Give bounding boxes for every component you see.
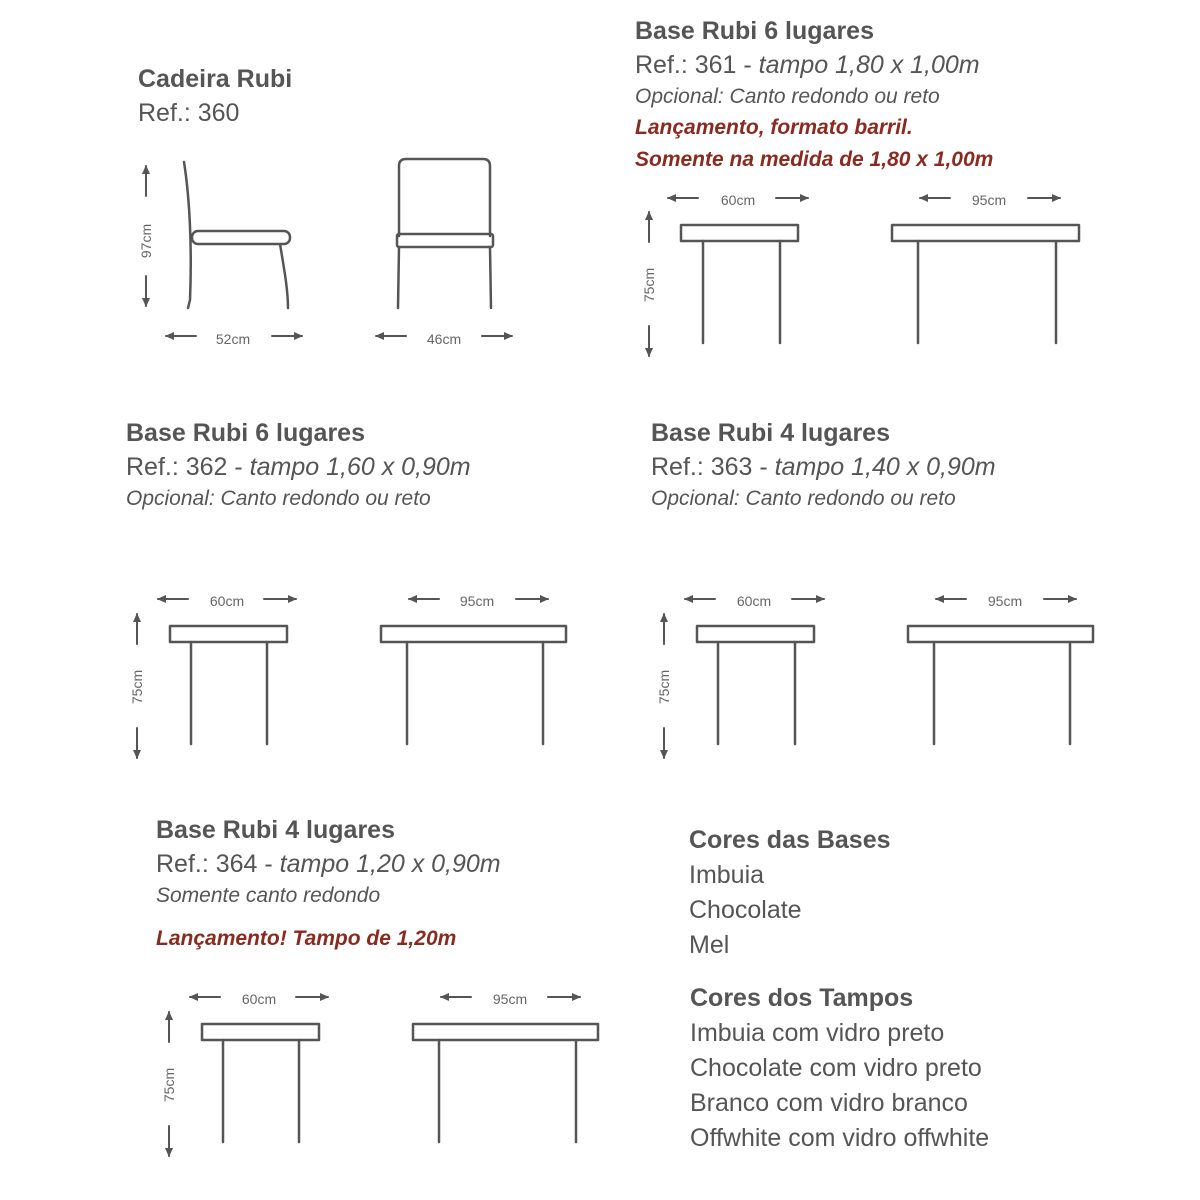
table-361-launch-1: Lançamento, formato barril.: [635, 116, 913, 139]
table-364-depth-label: 60cm: [241, 991, 277, 1007]
table-362-height-label: 75cm: [129, 669, 145, 705]
table-364-launch: Lançamento! Tampo de 1,20m: [156, 927, 457, 950]
table-363-title: Base Rubi 4 lugares: [651, 419, 890, 447]
table-362-option-label: Opcional:: [126, 487, 215, 510]
chair-side-view: [184, 162, 290, 308]
table-361-front-view: [892, 225, 1079, 343]
table-361-ref-prefix: Ref.: 361 -: [635, 51, 759, 79]
top-color-item: Offwhite com vidro offwhite: [690, 1124, 990, 1152]
table-363-depth-label: 60cm: [736, 593, 772, 609]
table-362-front-view: [381, 626, 566, 744]
table-362-depth-label: 60cm: [209, 593, 245, 609]
table-363-tampo: tampo 1,40 x 0,90m: [774, 453, 996, 481]
base-color-item: Mel: [689, 931, 730, 959]
table-362-ref-prefix: Ref.: 362 -: [126, 453, 250, 481]
table-364-width-label: 95cm: [492, 991, 528, 1007]
chair-front-width-label: 46cm: [426, 331, 462, 347]
table-364-front-view: [413, 1024, 598, 1142]
chair-side-width-label: 52cm: [215, 331, 251, 347]
table-361-tampo: tampo 1,80 x 1,00m: [758, 51, 980, 79]
top-color-item: Chocolate com vidro preto: [690, 1054, 982, 1082]
table-363-width-label: 95cm: [987, 593, 1023, 609]
table-364-ref-prefix: Ref.: 364 -: [156, 850, 280, 878]
base-colors-title: Cores das Bases: [689, 826, 891, 854]
chair-title: Cadeira Rubi: [138, 65, 293, 93]
table-363-option-text: Canto redondo ou reto: [739, 487, 956, 510]
table-361-option-label: Opcional:: [635, 85, 724, 108]
table-362-tampo: tampo 1,60 x 0,90m: [249, 453, 471, 481]
table-363-front-view: [908, 626, 1093, 744]
table-361-depth-label: 60cm: [720, 192, 756, 208]
top-colors-title: Cores dos Tampos: [690, 984, 914, 1012]
table-361-side-view: [681, 225, 798, 343]
chair-ref: Ref.: 360: [138, 99, 240, 127]
table-362-option-text: Canto redondo ou reto: [214, 487, 431, 510]
table-362-title: Base Rubi 6 lugares: [126, 419, 365, 447]
table-364-side-view: [202, 1024, 319, 1142]
table-363-height-label: 75cm: [656, 669, 672, 705]
table-361-width-label: 95cm: [971, 192, 1007, 208]
table-362-width-label: 95cm: [459, 593, 495, 609]
table-363-dimensions: [664, 599, 1076, 758]
chair-front-view: [397, 159, 493, 308]
table-364-dimensions: [169, 997, 580, 1156]
table-364-tampo: tampo 1,20 x 0,90m: [279, 850, 501, 878]
table-363-ref-prefix: Ref.: 363 -: [651, 453, 775, 481]
table-361-height-label: 75cm: [641, 267, 657, 303]
table-361-title: Base Rubi 6 lugares: [635, 17, 874, 45]
table-361-dimensions: [649, 198, 1060, 356]
table-361-launch-2: Somente na medida de 1,80 x 1,00m: [635, 148, 994, 171]
table-362-dimensions: [137, 599, 548, 758]
top-color-item: Imbuia com vidro preto: [690, 1019, 945, 1047]
table-364-height-label: 75cm: [161, 1067, 177, 1103]
table-361-option-text: Canto redondo ou reto: [723, 85, 940, 108]
table-364-option: Somente canto redondo: [156, 884, 381, 907]
chair-height-label: 97cm: [138, 223, 154, 259]
top-color-item: Branco com vidro branco: [690, 1089, 968, 1117]
table-362-side-view: [170, 626, 287, 744]
table-363-side-view: [697, 626, 814, 744]
table-364-title: Base Rubi 4 lugares: [156, 816, 395, 844]
table-363-option-label: Opcional:: [651, 487, 740, 510]
base-color-item: Imbuia: [689, 861, 765, 889]
base-color-item: Chocolate: [689, 896, 802, 924]
